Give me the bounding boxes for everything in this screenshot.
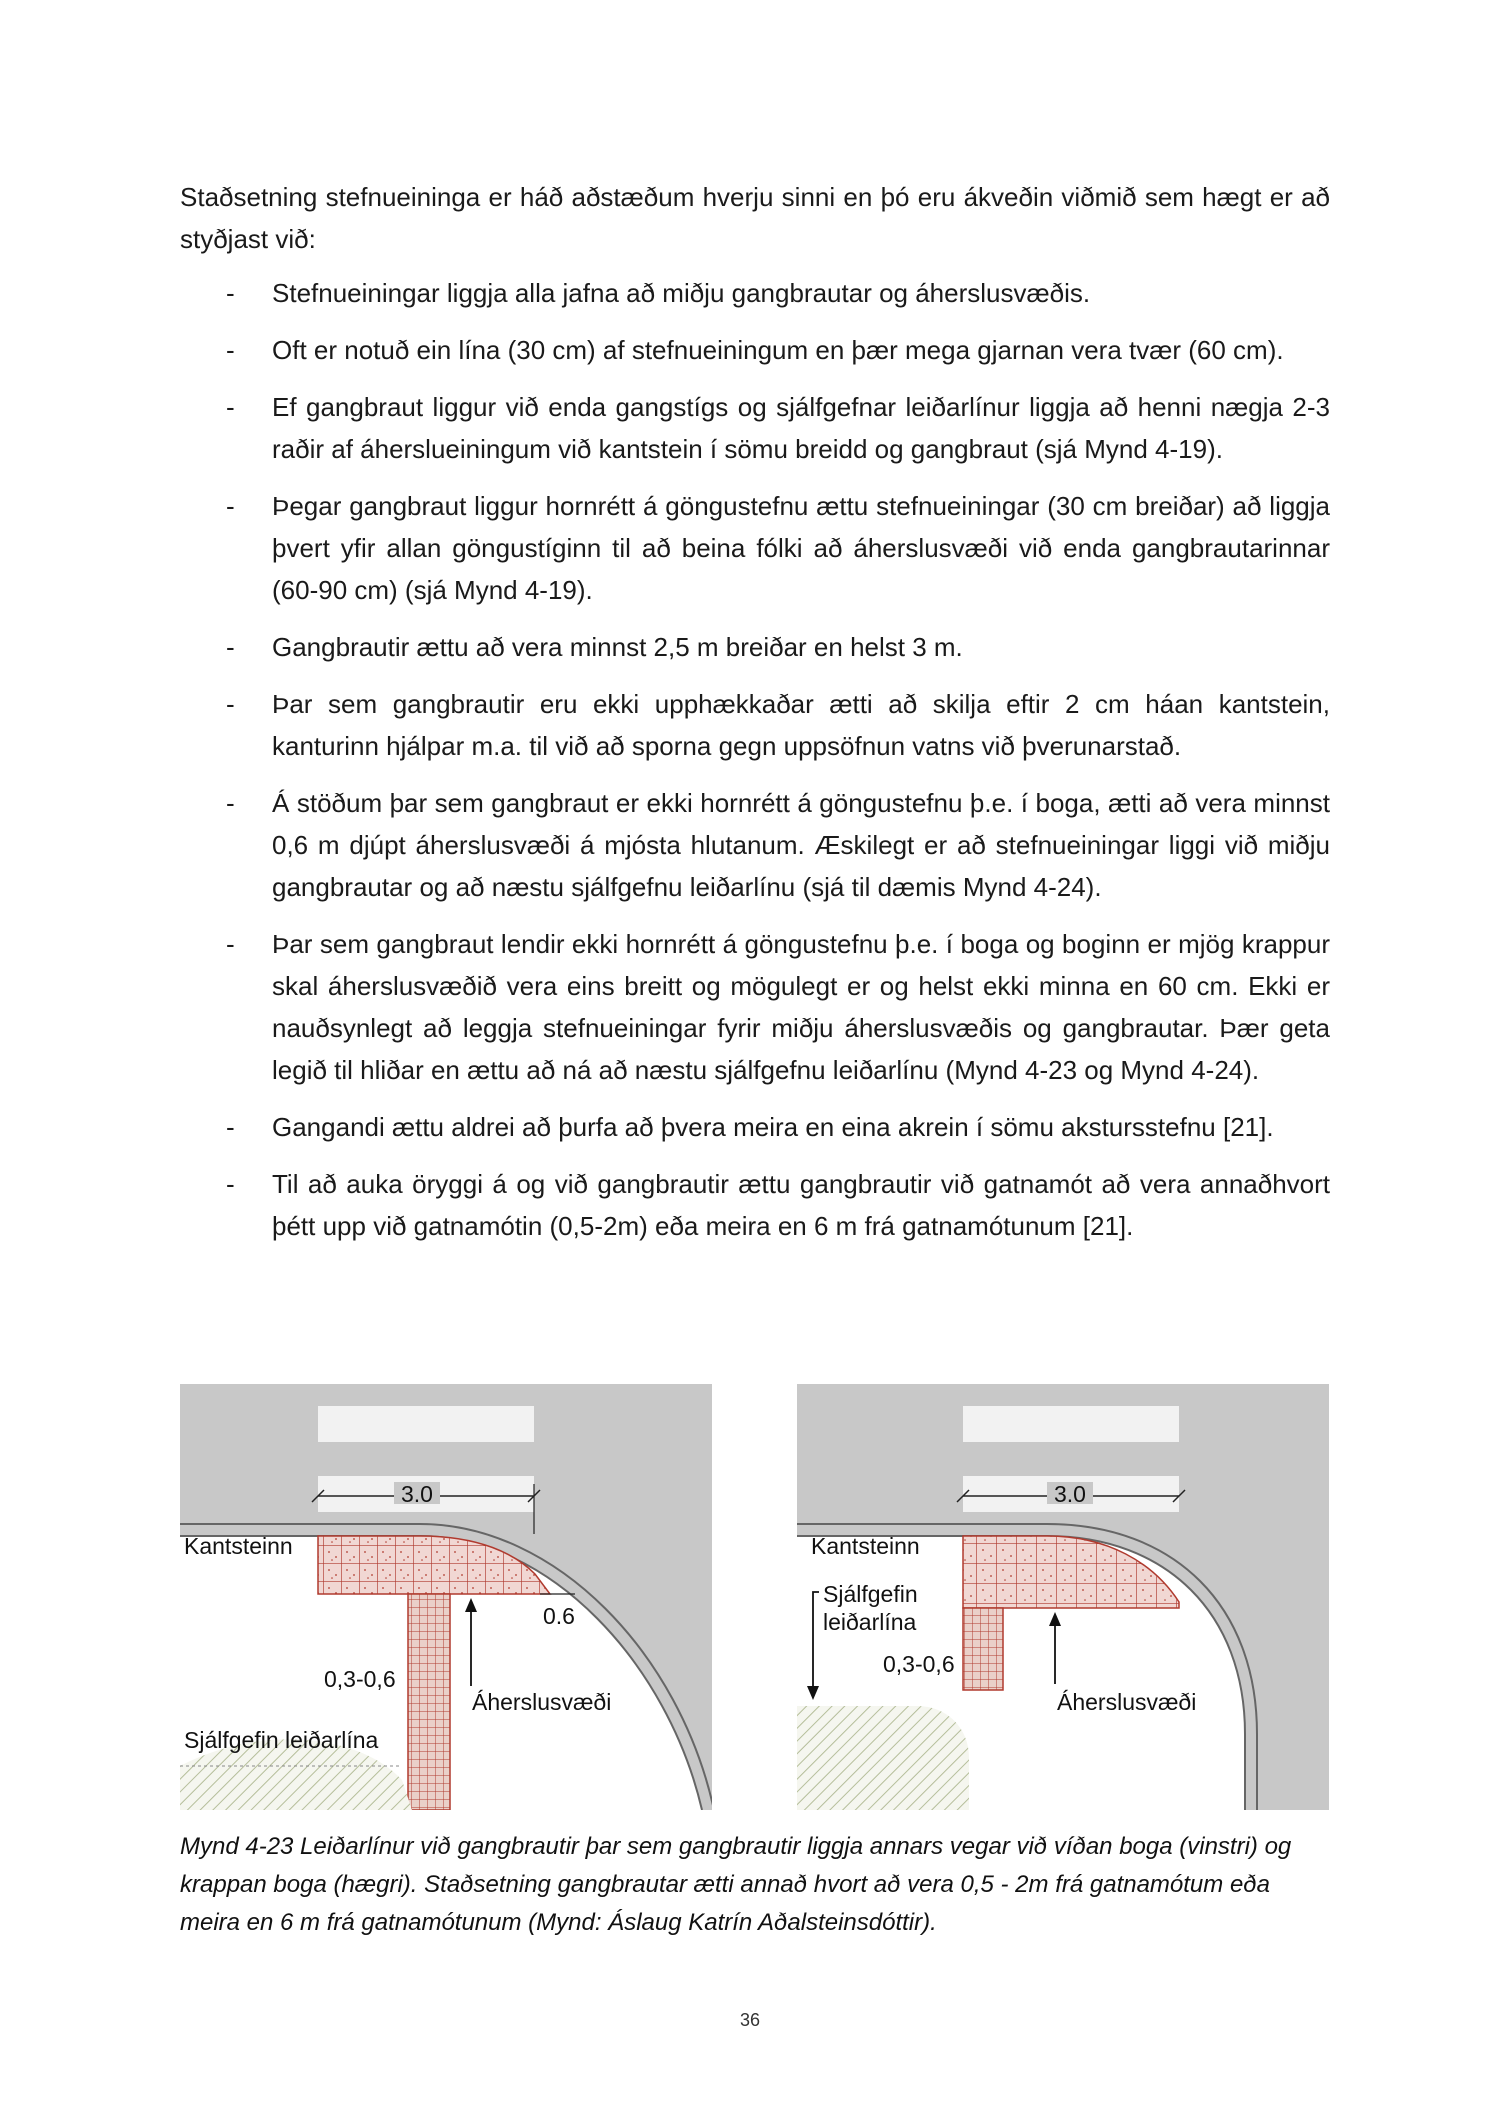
list-item-text: Til að auka öryggi á og við gangbrautir ættu gangbrautir við gatnamót að vera annaðhvort þétt upp við gatnamótin (0,5-2m) eða meira en 6 m frá gatnamótunum [21].: [272, 1169, 1330, 1241]
guideline-list: [180, 272, 1330, 1247]
list-item: [180, 782, 1330, 908]
directional-strip: [408, 1594, 450, 1810]
list-item: [180, 923, 1330, 1091]
bullet-dash: -: [226, 632, 235, 662]
strip-width-label: 0,3-0,6: [324, 1666, 396, 1692]
bullet-dash: -: [226, 392, 235, 422]
wide-curve-drawing: [180, 1384, 712, 1810]
list-item: [180, 626, 1330, 668]
guideline-label-line1: Sjálfgefin: [823, 1581, 918, 1607]
figure-wide-curve: [180, 1384, 712, 1810]
guideline-label: Sjálfgefin leiðarlína: [184, 1727, 379, 1753]
bullet-dash: -: [226, 491, 235, 521]
curb-label: Kantsteinn: [811, 1533, 920, 1559]
list-item-text: Gangandi ættu aldrei að þurfa að þvera meira en eina akrein í sömu akstursstefnu [21].: [272, 1112, 1274, 1142]
list-item: [180, 1106, 1330, 1148]
list-item: [180, 1163, 1330, 1247]
list-item-text: Oft er notuð ein lína (30 cm) af stefnueiningum en þær mega gjarnan vera tvær (60 cm).: [272, 335, 1284, 365]
intro-paragraph: Staðsetning stefnueininga er háð aðstæðum hverju sinni en þó eru ákveðin viðmið sem hægt er að styðjast við:: [180, 182, 1330, 254]
list-item: [180, 329, 1330, 371]
crosswalk-stripe: [318, 1406, 534, 1442]
guideline-area: [797, 1706, 969, 1810]
list-item-text: Stefnueiningar liggja alla jafna að miðju gangbrautar og áherslusvæðis.: [272, 278, 1091, 308]
bullet-dash: -: [226, 929, 235, 959]
list-item: [180, 386, 1330, 470]
figure-tight-curve: [797, 1384, 1329, 1810]
strip-width-label: 0,3-0,6: [883, 1651, 955, 1677]
bullet-dash: -: [226, 788, 235, 818]
warning-zone-label: Áherslusvæði: [472, 1689, 612, 1715]
list-item-text: Þegar gangbraut liggur hornrétt á göngustefnu ættu stefnueiningar (30 cm breiðar) að liggja þvert yfir allan göngustíginn til að beina fólki að áherslusvæði við enda gangbrautarinnar (60-90 cm) (sjá Mynd 4-19).: [272, 491, 1330, 605]
crosswalk-stripe: [963, 1406, 1179, 1442]
width-dimension-label: 3.0: [1054, 1481, 1086, 1507]
list-item-text: Þar sem gangbraut lendir ekki hornrétt á göngustefnu þ.e. í boga og boginn er mjög krappur skal áherslusvæðið vera eins breitt og mögulegt er og helst ekki minna en 60 cm. Ekki er nauðsynlegt að leggja stefnueiningar fyrir miðju áherslusvæðis og gangbrautar. Þær geta legið til hliðar en ættu að ná að næstu sjálfgefnu leiðarlínu (Mynd 4-23 og Mynd 4-24).: [272, 929, 1330, 1085]
warning-zone-label: Áherslusvæði: [1057, 1689, 1197, 1715]
list-item-text: Gangbrautir ættu að vera minnst 2,5 m breiðar en helst 3 m.: [272, 632, 963, 662]
bullet-dash: -: [226, 689, 235, 719]
list-item-text: Ef gangbraut liggur við enda gangstígs og sjálfgefnar leiðarlínur liggja að henni nægja 2-3 raðir af áherslueiningum við kantstein í sömu breidd og gangbraut (sjá Mynd 4-19).: [272, 392, 1330, 464]
guideline-label-line2: leiðarlína: [823, 1609, 917, 1635]
figure-caption: Mynd 4-23 Leiðarlínur við gangbrautir þar sem gangbrautir liggja annars vegar við víðan boga (vinstri) og krappan boga (hægri). Staðsetning gangbrautar ætti annað hvort að vera 0,5 - 2m frá gatnamótum eða meira en 6 m frá gatnamótunum (Mynd: Áslaug Katrín Aðalsteinsdóttir).: [180, 1833, 1292, 1936]
width-dimension-label: 3.0: [401, 1481, 433, 1507]
bullet-dash: -: [226, 335, 235, 365]
list-item-text: Þar sem gangbrautir eru ekki upphækkaðar ætti að skilja eftir 2 cm háan kantstein, kanturinn hjálpar m.a. til við að sporna gegn uppsöfnun vatns við þverunarstað.: [272, 689, 1330, 761]
list-item: [180, 683, 1330, 767]
depth-dimension-label: 0.6: [543, 1603, 575, 1629]
page-number: 36: [739, 2010, 761, 2030]
list-item: [180, 272, 1330, 314]
tight-curve-drawing: [797, 1384, 1329, 1810]
list-item: [180, 485, 1330, 611]
body-text: [180, 176, 1330, 1262]
bullet-dash: -: [226, 1112, 235, 1142]
bullet-dash: -: [226, 278, 235, 308]
bullet-dash: -: [226, 1169, 235, 1199]
list-item-text: Á stöðum þar sem gangbraut er ekki hornrétt á göngustefnu þ.e. í boga, ætti að vera minnst 0,6 m djúpt áherslusvæði á mjósta hlutanum. Æskilegt er að stefnueiningar liggi við miðju gangbrautar og að næstu sjálfgefnu leiðarlínu (sjá til dæmis Mynd 4-24).: [272, 788, 1330, 902]
curb-label: Kantsteinn: [184, 1533, 293, 1559]
directional-strip: [963, 1608, 1003, 1690]
